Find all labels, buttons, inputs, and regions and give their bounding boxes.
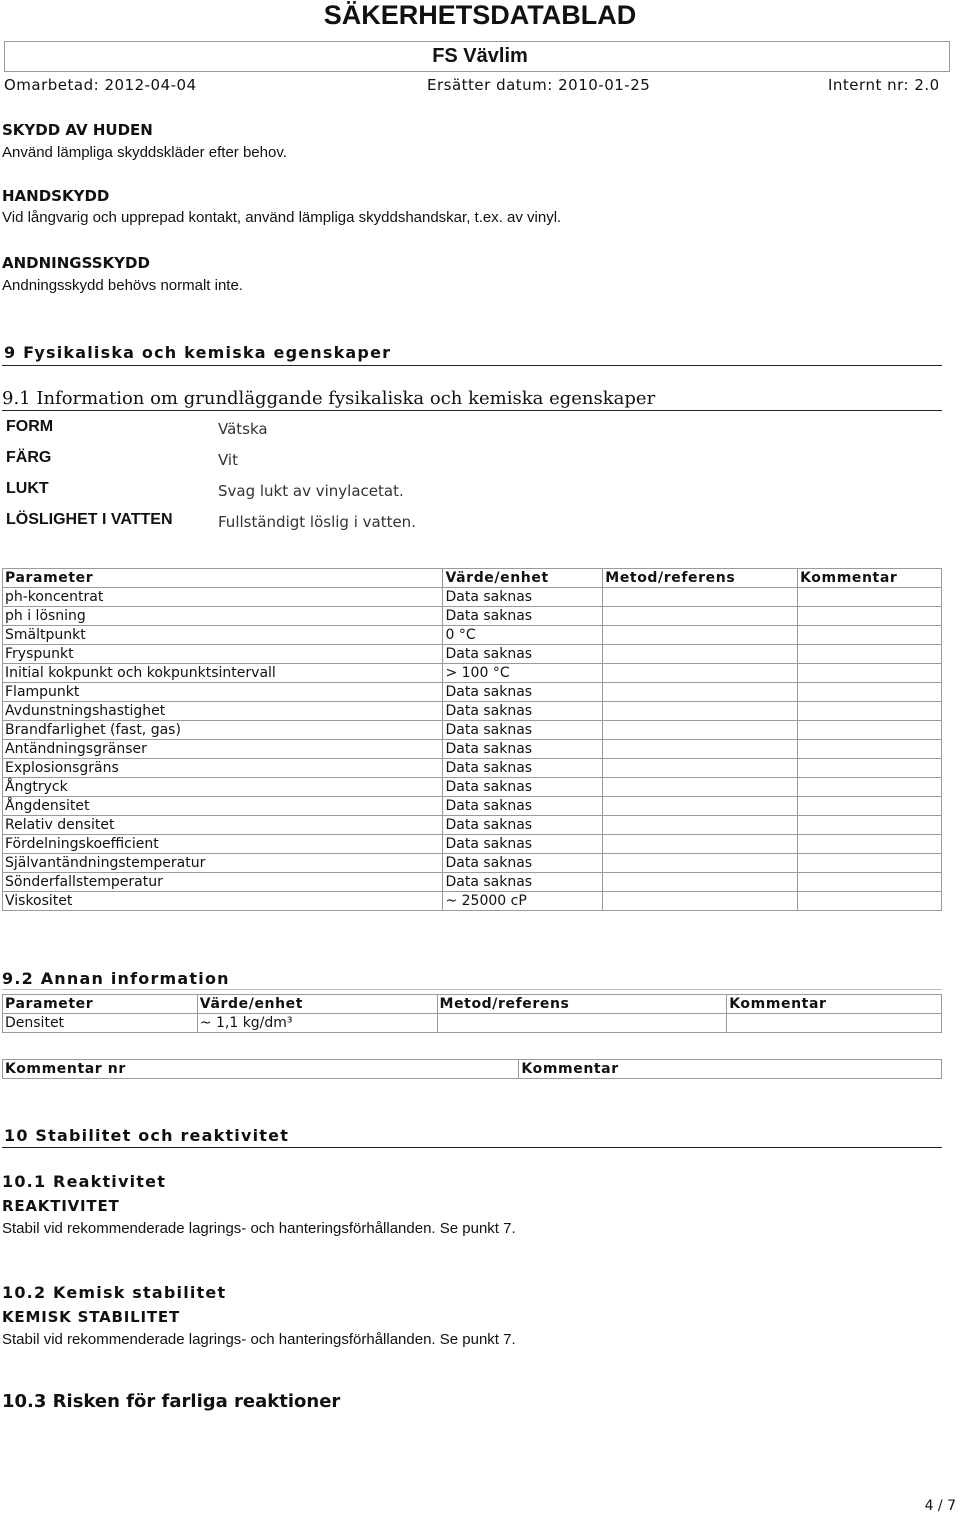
section-10-2-title: 10.2 Kemisk stabilitet [2, 1283, 227, 1302]
section-9-2-title: 9.2 Annan information [2, 969, 230, 988]
table-row [3, 835, 942, 854]
cell-parameter: Avdunstningshastighet [3, 702, 443, 721]
table-row [3, 645, 942, 664]
table-row [3, 759, 942, 778]
cell-comment [798, 816, 942, 835]
prop-value-odor: Svag lukt av vinylacetat. [218, 482, 404, 500]
table-header-row [3, 569, 942, 588]
hand-protection-title: HANDSKYDD [2, 187, 110, 205]
header-comment: Kommentar [798, 569, 942, 588]
header-value: Värde/enhet [443, 569, 603, 588]
other-info-table [2, 994, 942, 1033]
hand-protection-text: Vid långvarig och upprepad kontakt, använd lämpliga skyddshandskar, t.ex. av vinyl. [2, 209, 562, 226]
cell-value: Data saknas [443, 854, 603, 873]
table-row [3, 816, 942, 835]
comment-header-number: Kommentar nr [3, 1060, 519, 1079]
cell-parameter: Fördelningskoefficient [3, 835, 443, 854]
cell-value: Data saknas [443, 683, 603, 702]
other-cell-comment [727, 1014, 942, 1033]
table-row [3, 721, 942, 740]
other-cell-parameter: Densitet [3, 1014, 198, 1033]
cell-comment [798, 607, 942, 626]
cell-value: Data saknas [443, 759, 603, 778]
cell-method [603, 816, 798, 835]
cell-value: Data saknas [443, 721, 603, 740]
cell-comment [798, 626, 942, 645]
cell-value: Data saknas [443, 797, 603, 816]
other-cell-method [437, 1014, 727, 1033]
prop-value-color: Vit [218, 451, 238, 469]
cell-value: 0 °C [443, 626, 603, 645]
replaces-date: Ersätter datum: 2010-01-25 [427, 76, 651, 94]
cell-comment [798, 702, 942, 721]
cell-value: ~ 25000 cP [443, 892, 603, 911]
cell-value: Data saknas [443, 816, 603, 835]
cell-value: Data saknas [443, 873, 603, 892]
cell-comment [798, 645, 942, 664]
table-row [3, 702, 942, 721]
cell-method [603, 702, 798, 721]
cell-value: Data saknas [443, 607, 603, 626]
revised-date: Omarbetad: 2012-04-04 [4, 76, 197, 94]
cell-comment [798, 778, 942, 797]
respiratory-protection-text: Andningsskydd behövs normalt inte. [2, 277, 243, 294]
other-cell-value: ~ 1,1 kg/dm³ [197, 1014, 437, 1033]
cell-method [603, 683, 798, 702]
cell-value: Data saknas [443, 645, 603, 664]
other-header-value: Värde/enhet [197, 995, 437, 1014]
cell-comment [798, 797, 942, 816]
cell-parameter: Brandfarlighet (fast, gas) [3, 721, 443, 740]
prop-label-color: FÄRG [6, 449, 52, 466]
section-10-1-title: 10.1 Reaktivitet [2, 1172, 167, 1191]
cell-parameter: Relativ densitet [3, 816, 443, 835]
table-row [3, 607, 942, 626]
section-9-rule [2, 365, 942, 366]
cell-method [603, 854, 798, 873]
page-number: 4 / 7 [924, 1498, 956, 1514]
table-row [3, 778, 942, 797]
prop-label-form: FORM [6, 418, 54, 435]
cell-parameter: Ångtryck [3, 778, 443, 797]
table-row [3, 873, 942, 892]
cell-parameter: ph-koncentrat [3, 588, 443, 607]
other-header-comment: Kommentar [727, 995, 942, 1014]
table-row [3, 854, 942, 873]
cell-comment [798, 873, 942, 892]
section-10-3-title: 10.3 Risken för farliga reaktioner [2, 1391, 341, 1412]
respiratory-protection-title: ANDNINGSSKYDD [2, 254, 150, 272]
other-header-method: Metod/referens [437, 995, 727, 1014]
cell-method [603, 835, 798, 854]
chemical-stability-text: Stabil vid rekommenderade lagrings- och hanteringsförhållanden. Se punkt 7. [2, 1331, 516, 1348]
cell-method [603, 607, 798, 626]
cell-parameter: Antändningsgränser [3, 740, 443, 759]
section-9-1-title: 9.1 Information om grundläggande fysikaliska och kemiska egenskaper [2, 388, 656, 409]
cell-parameter: Initial kokpunkt och kokpunktsintervall [3, 664, 443, 683]
table-row [3, 588, 942, 607]
cell-value: Data saknas [443, 740, 603, 759]
table-row [3, 1014, 942, 1033]
cell-method [603, 588, 798, 607]
cell-comment [798, 740, 942, 759]
section-9-2-rule [2, 989, 942, 990]
cell-value: Data saknas [443, 588, 603, 607]
cell-comment [798, 683, 942, 702]
cell-value: Data saknas [443, 702, 603, 721]
cell-parameter: Ångdensitet [3, 797, 443, 816]
cell-method [603, 759, 798, 778]
properties-table [2, 568, 942, 911]
cell-comment [798, 892, 942, 911]
cell-comment [798, 835, 942, 854]
skin-protection-title: SKYDD AV HUDEN [2, 121, 153, 139]
section-10-title: 10 Stabilitet och reaktivitet [4, 1126, 290, 1145]
cell-parameter: Sönderfallstemperatur [3, 873, 443, 892]
product-name: FS Vävlim [432, 45, 528, 67]
table-row [3, 797, 942, 816]
cell-method [603, 740, 798, 759]
section-10-rule [2, 1147, 942, 1148]
comment-header-text: Kommentar [519, 1060, 942, 1079]
cell-method [603, 873, 798, 892]
table-header-row [3, 995, 942, 1014]
skin-protection-text: Använd lämpliga skyddskläder efter behov. [2, 144, 287, 161]
prop-label-odor: LUKT [6, 480, 49, 497]
document-title: SÄKERHETSDATABLAD [323, 0, 637, 30]
cell-method [603, 645, 798, 664]
cell-method [603, 626, 798, 645]
table-row [3, 664, 942, 683]
cell-comment [798, 854, 942, 873]
cell-parameter: Viskositet [3, 892, 443, 911]
cell-parameter: Självantändningstemperatur [3, 854, 443, 873]
cell-method [603, 778, 798, 797]
table-row [3, 683, 942, 702]
header-parameter: Parameter [3, 569, 443, 588]
prop-value-solubility: Fullständigt löslig i vatten. [218, 513, 416, 531]
cell-method [603, 664, 798, 683]
prop-label-solubility: LÖSLIGHET I VATTEN [6, 511, 173, 528]
cell-parameter: Explosionsgräns [3, 759, 443, 778]
comment-table [2, 1059, 942, 1079]
header-method: Metod/referens [603, 569, 798, 588]
chemical-stability-label: KEMISK STABILITET [2, 1308, 180, 1326]
reactivity-label: REAKTIVITET [2, 1197, 120, 1215]
other-header-parameter: Parameter [3, 995, 198, 1014]
cell-value: > 100 °C [443, 664, 603, 683]
cell-value: Data saknas [443, 835, 603, 854]
prop-value-form: Vätska [218, 420, 268, 438]
section-9-1-rule [2, 410, 942, 411]
cell-comment [798, 759, 942, 778]
cell-comment [798, 664, 942, 683]
cell-parameter: Smältpunkt [3, 626, 443, 645]
cell-comment [798, 721, 942, 740]
table-row [3, 740, 942, 759]
cell-comment [798, 588, 942, 607]
section-9-title: 9 Fysikaliska och kemiska egenskaper [4, 343, 392, 362]
cell-value: Data saknas [443, 778, 603, 797]
cell-parameter: Flampunkt [3, 683, 443, 702]
table-header-row [3, 1060, 942, 1079]
table-row [3, 892, 942, 911]
reactivity-text: Stabil vid rekommenderade lagrings- och hanteringsförhållanden. Se punkt 7. [2, 1220, 516, 1237]
cell-method [603, 892, 798, 911]
cell-parameter: Fryspunkt [3, 645, 443, 664]
cell-method [603, 721, 798, 740]
cell-method [603, 797, 798, 816]
internal-number: Internt nr: 2.0 [828, 76, 940, 94]
table-row [3, 626, 942, 645]
cell-parameter: ph i lösning [3, 607, 443, 626]
